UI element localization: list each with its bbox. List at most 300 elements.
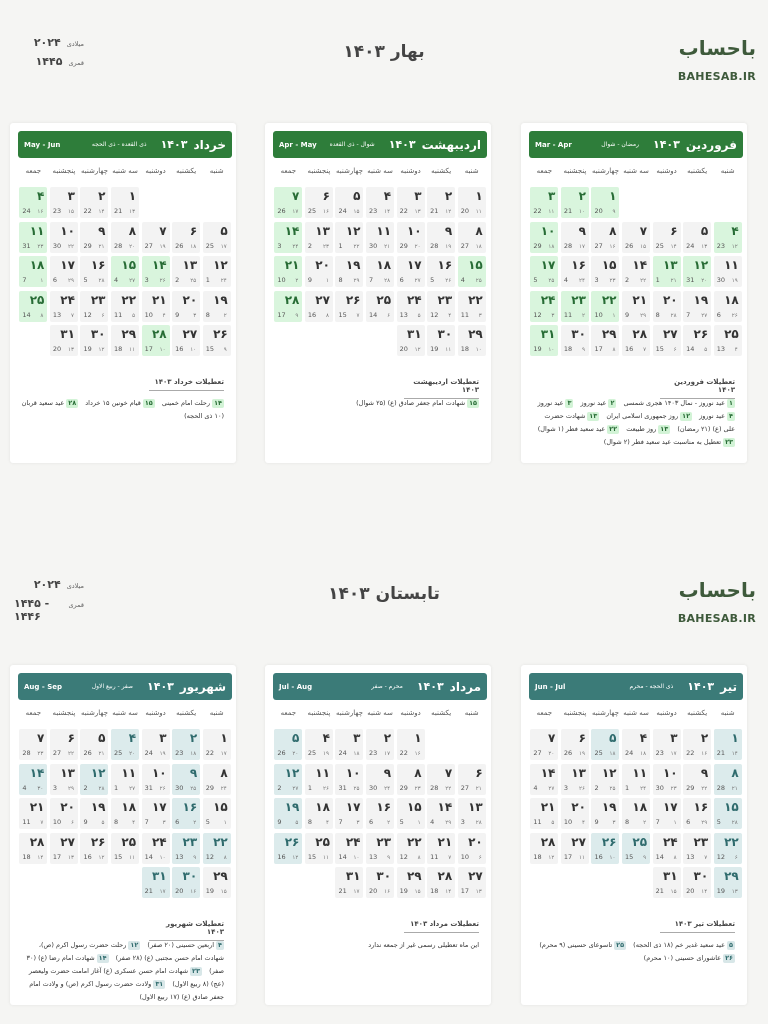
persian-day: ۲۷	[315, 292, 330, 307]
persian-day: ۱۱	[376, 223, 392, 238]
day-cell[interactable]	[561, 798, 589, 829]
day-cell[interactable]	[80, 291, 108, 322]
qamari-day: ۹	[223, 347, 227, 353]
day-cell[interactable]	[111, 291, 139, 322]
persian-day: ۵	[220, 223, 228, 238]
day-cell[interactable]	[80, 187, 108, 218]
gregorian-day: 7	[369, 276, 374, 284]
day-cell[interactable]	[111, 325, 139, 356]
holiday-day-cell[interactable]	[458, 256, 486, 287]
day-cell[interactable]	[203, 291, 231, 322]
day-cell[interactable]	[366, 798, 394, 829]
persian-day: ۱۰	[151, 765, 167, 780]
qamari-day: ۲۶	[159, 785, 166, 792]
qamari-day: ۱۱	[129, 854, 136, 861]
holidays-title: تعطیلات شهریور ۱۴۰۳	[149, 920, 224, 941]
holiday-day-cell[interactable]	[111, 729, 139, 760]
gregorian-day: 4	[430, 818, 435, 826]
holiday-day-cell[interactable]	[172, 729, 200, 760]
persian-day: ۱۶	[437, 258, 453, 272]
day-cell[interactable]	[80, 833, 108, 864]
day-cell[interactable]	[397, 833, 425, 864]
holiday-day-cell[interactable]	[274, 729, 302, 760]
day-cell[interactable]	[366, 764, 394, 795]
day-cell[interactable]	[335, 764, 363, 795]
persian-day: ۱۶	[376, 800, 392, 814]
qamari-day: ۲۴	[292, 243, 299, 250]
day-cell[interactable]	[397, 187, 425, 218]
holiday-day-cell[interactable]	[530, 325, 558, 356]
gregorian-day: 7	[338, 818, 343, 826]
day-cell[interactable]	[366, 222, 394, 253]
day-cell[interactable]	[653, 867, 681, 898]
holiday-text: عید سعید قربان (۱۰ ذی الحجه)	[21, 399, 224, 420]
day-cell[interactable]	[203, 325, 231, 356]
persian-day: ۲۷	[662, 327, 678, 341]
day-cell[interactable]	[683, 833, 711, 864]
day-cell[interactable]	[111, 187, 139, 218]
qamari-day: ۱	[40, 278, 44, 284]
day-cell[interactable]	[683, 325, 711, 356]
holiday-day-cell[interactable]	[561, 187, 589, 218]
day-cell[interactable]	[50, 187, 78, 218]
gregorian-day: 10	[277, 276, 286, 284]
holiday-day-cell[interactable]	[274, 256, 302, 287]
day-cell[interactable]	[335, 867, 363, 898]
gregorian-day: 2	[175, 276, 180, 284]
empty-cell	[714, 187, 742, 218]
gregorian-day: 5	[430, 276, 435, 284]
persian-day: ۱۳	[60, 765, 75, 780]
qamari-day: ۲۹	[445, 820, 452, 826]
day-cell[interactable]	[172, 325, 200, 356]
day-cell[interactable]	[591, 764, 619, 795]
day-cell[interactable]	[50, 764, 78, 795]
day-cell[interactable]	[591, 256, 619, 287]
day-cell[interactable]	[622, 222, 650, 253]
day-cell[interactable]	[397, 222, 425, 253]
holiday-day-cell[interactable]	[561, 291, 589, 322]
holiday-day-cell[interactable]	[172, 833, 200, 864]
persian-day: ۲۲	[213, 834, 228, 849]
day-cell[interactable]	[111, 798, 139, 829]
day-cell[interactable]	[335, 291, 363, 322]
day-cell[interactable]	[530, 833, 558, 864]
day-cell[interactable]	[458, 325, 486, 356]
qamari-day: ۷	[643, 347, 647, 353]
day-cell[interactable]	[50, 833, 78, 864]
day-cell[interactable]	[80, 325, 108, 356]
qamari-day: ۲۷	[129, 785, 136, 792]
holiday-day-cell[interactable]	[274, 291, 302, 322]
day-cell[interactable]	[397, 291, 425, 322]
gregorian-day: 10	[460, 852, 469, 861]
persian-day: ۲۳	[376, 834, 392, 849]
day-cell[interactable]	[458, 798, 486, 829]
day-cell[interactable]	[335, 833, 363, 864]
gregorian-day: 1	[625, 783, 630, 792]
gregorian-day: 7	[655, 818, 660, 826]
qamari-day: ۱۳	[129, 209, 136, 215]
day-cell[interactable]	[561, 325, 589, 356]
persian-day: ۳۱	[151, 869, 167, 883]
qamari-day: ۲۵	[190, 785, 197, 792]
day-cell[interactable]	[561, 833, 589, 864]
day-cell[interactable]	[142, 291, 170, 322]
day-cell[interactable]	[142, 222, 170, 253]
day-cell[interactable]	[80, 798, 108, 829]
day-cell[interactable]	[561, 729, 589, 760]
day-cell[interactable]	[335, 222, 363, 253]
day-cell[interactable]	[172, 256, 200, 287]
holiday-day-badge: ۲۲	[609, 425, 618, 433]
qamari-day: ۱۳	[414, 209, 421, 215]
day-cell[interactable]	[305, 187, 333, 218]
gregorian-day: 7	[144, 818, 149, 826]
holiday-day-cell[interactable]	[591, 187, 619, 218]
day-cell[interactable]	[653, 222, 681, 253]
day-cell[interactable]	[142, 764, 170, 795]
qamari-day: ۱۱	[475, 209, 482, 215]
gregorian-day: 19	[399, 887, 408, 895]
holiday-day-cell[interactable]	[172, 798, 200, 829]
day-cell[interactable]	[203, 798, 231, 829]
day-cell[interactable]	[397, 798, 425, 829]
holiday-day-cell[interactable]	[19, 222, 47, 253]
holiday-day-cell[interactable]	[714, 729, 742, 760]
persian-day: ۵	[700, 223, 709, 238]
day-cell[interactable]	[622, 798, 650, 829]
day-cell[interactable]	[683, 798, 711, 829]
day-cell[interactable]	[714, 291, 742, 322]
day-cell[interactable]	[142, 729, 170, 760]
holiday-day-cell[interactable]	[80, 764, 108, 795]
day-cell[interactable]	[622, 729, 650, 760]
holiday-day-cell[interactable]	[591, 291, 619, 322]
day-cell[interactable]	[653, 325, 681, 356]
persian-day: ۱۱	[724, 258, 739, 272]
day-cell[interactable]	[591, 325, 619, 356]
year-label: قمری	[68, 601, 84, 609]
day-cell[interactable]	[305, 256, 333, 287]
qamari-range: ذی الحجه - محرم	[629, 683, 674, 690]
gregorian-day: 20	[460, 207, 469, 215]
holiday-day-cell[interactable]	[591, 729, 619, 760]
day-cell[interactable]	[366, 867, 394, 898]
persian-day: ۲۸	[540, 834, 556, 849]
holiday-day-cell[interactable]	[530, 222, 558, 253]
day-cell[interactable]	[458, 867, 486, 898]
day-cell[interactable]	[142, 798, 170, 829]
holiday-day-cell[interactable]	[530, 187, 558, 218]
day-cell[interactable]	[622, 325, 650, 356]
day-cell[interactable]	[335, 187, 363, 218]
day-cell[interactable]	[172, 291, 200, 322]
weekday-label: چهارشنبه	[81, 709, 108, 717]
holiday-day-cell[interactable]	[714, 867, 742, 898]
persian-day: ۳	[159, 731, 167, 745]
day-cell[interactable]	[653, 291, 681, 322]
day-cell[interactable]	[622, 291, 650, 322]
day-cell[interactable]	[622, 764, 650, 795]
gregorian-day: 31	[22, 241, 31, 250]
holiday-item	[581, 399, 617, 407]
day-cell[interactable]	[683, 729, 711, 760]
day-cell[interactable]	[530, 764, 558, 795]
qamari-day: ۱۷	[353, 889, 360, 895]
day-cell[interactable]	[19, 833, 47, 864]
day-cell[interactable]	[458, 764, 486, 795]
holiday-day-cell[interactable]	[142, 867, 170, 898]
day-cell[interactable]	[366, 291, 394, 322]
qamari-day: ۱۷	[159, 889, 166, 895]
day-cell[interactable]	[203, 256, 231, 287]
day-cell[interactable]	[80, 256, 108, 287]
gregorian-day: 28	[563, 241, 573, 250]
persian-day: ۱۴	[632, 258, 648, 272]
holiday-day-cell[interactable]	[172, 867, 200, 898]
qamari-day: ۱۱	[129, 347, 136, 353]
day-cell[interactable]	[172, 222, 200, 253]
day-cell[interactable]	[561, 256, 589, 287]
weekday-header	[529, 709, 743, 717]
day-cell[interactable]	[458, 833, 486, 864]
qamari-day: ۱۱	[445, 347, 452, 353]
holiday-day-cell[interactable]	[653, 256, 681, 287]
day-cell[interactable]	[335, 798, 363, 829]
day-cell[interactable]	[80, 729, 108, 760]
holiday-day-cell[interactable]	[274, 798, 302, 829]
gregorian-day: 19	[430, 345, 439, 353]
holiday-day-cell[interactable]	[172, 764, 200, 795]
day-cell[interactable]	[683, 764, 711, 795]
holiday-day-cell[interactable]	[142, 256, 170, 287]
weekday-label: پنجشنبه	[563, 709, 587, 717]
persian-day: ۱۷	[151, 800, 167, 814]
day-cell[interactable]	[366, 729, 394, 760]
persian-day: ۲۹	[468, 327, 483, 341]
persian-day: ۲۲	[724, 834, 739, 849]
day-cell[interactable]	[203, 764, 231, 795]
day-cell[interactable]	[458, 291, 486, 322]
holiday-day-cell[interactable]	[203, 833, 231, 864]
day-cell[interactable]	[714, 325, 742, 356]
holiday-day-cell[interactable]	[714, 798, 742, 829]
persian-day: ۱۶	[182, 800, 198, 814]
day-cell[interactable]	[397, 867, 425, 898]
qamari-day: ۲۰	[701, 278, 708, 284]
gregorian-day: 24	[686, 241, 695, 250]
day-cell[interactable]	[305, 222, 333, 253]
day-cell[interactable]	[591, 222, 619, 253]
persian-day: ۱۸	[121, 800, 137, 814]
qamari-day: ۲۶	[578, 785, 585, 792]
qamari-day: ۸	[417, 854, 421, 861]
day-cell[interactable]	[683, 291, 711, 322]
persian-day: ۲۴	[345, 834, 361, 849]
persian-day: ۱۲	[601, 765, 617, 780]
qamari-day: ۱	[223, 820, 227, 826]
day-cell[interactable]	[561, 764, 589, 795]
day-cell[interactable]	[335, 729, 363, 760]
gregorian-day: 29	[533, 241, 542, 250]
holiday-day-cell[interactable]	[111, 256, 139, 287]
qamari-day: ۲۲	[67, 243, 74, 250]
day-cell[interactable]	[50, 729, 78, 760]
persian-day: ۳۱	[60, 327, 75, 341]
holiday-text: ولادت حضرت رسول اکرم (ص) و ولادت امام جعفر صادق (ع) (۱۷ ربیع الاول)	[29, 980, 224, 1001]
holiday-text: عید سعید فطر (۱ شوال)	[537, 425, 606, 433]
day-cell[interactable]	[714, 256, 742, 287]
day-cell[interactable]	[397, 256, 425, 287]
day-cell[interactable]	[50, 256, 78, 287]
day-cell[interactable]	[203, 222, 231, 253]
day-cell[interactable]	[427, 325, 455, 356]
holiday-day-cell[interactable]	[19, 256, 47, 287]
day-cell[interactable]	[530, 798, 558, 829]
gregorian-day: 13	[686, 852, 695, 861]
persian-day: ۱۳	[182, 258, 198, 272]
weekday-label: جمعه	[280, 709, 297, 717]
day-cell[interactable]	[427, 867, 455, 898]
qamari-day: ۲۴	[640, 785, 647, 792]
day-cell[interactable]	[111, 833, 139, 864]
holiday-day-cell[interactable]	[530, 291, 558, 322]
month-year: ۱۴۰۳	[652, 138, 680, 151]
day-cell[interactable]	[683, 867, 711, 898]
persian-day: ۱۱	[315, 765, 330, 780]
day-cell[interactable]	[683, 222, 711, 253]
day-cell[interactable]	[427, 798, 455, 829]
holiday-day-cell[interactable]	[683, 256, 711, 287]
day-cell[interactable]	[366, 833, 394, 864]
day-cell[interactable]	[50, 291, 78, 322]
gregorian-day: 10	[144, 310, 153, 319]
day-cell[interactable]	[397, 325, 425, 356]
day-cell[interactable]	[427, 222, 455, 253]
holiday-text: عید نوروز - نمال ۱۴۰۳ هجری شمسی	[623, 399, 726, 407]
persian-day: ۱	[609, 189, 617, 203]
day-cell[interactable]	[366, 256, 394, 287]
weekday-label: شنبه	[720, 167, 735, 175]
qamari-day: ۱۵	[220, 889, 227, 895]
gregorian-range: Apr - May	[279, 140, 317, 149]
day-cell[interactable]	[142, 833, 170, 864]
day-cell[interactable]	[80, 222, 108, 253]
day-cell[interactable]	[305, 729, 333, 760]
day-cell[interactable]	[653, 729, 681, 760]
holiday-day-cell[interactable]	[274, 833, 302, 864]
holiday-day-badge: ۵	[729, 941, 733, 949]
gregorian-day: 27	[460, 783, 469, 792]
persian-day: ۲۳	[90, 292, 106, 307]
holiday-day-cell[interactable]	[714, 764, 742, 795]
day-cell[interactable]	[458, 187, 486, 218]
day-cell[interactable]	[50, 222, 78, 253]
holiday-day-cell[interactable]	[142, 325, 170, 356]
persian-day: ۳۰	[376, 869, 392, 883]
day-cell[interactable]	[111, 222, 139, 253]
day-cell[interactable]	[427, 187, 455, 218]
day-cell[interactable]	[561, 222, 589, 253]
day-cell[interactable]	[111, 764, 139, 795]
day-cell[interactable]	[305, 764, 333, 795]
day-cell[interactable]	[622, 256, 650, 287]
qamari-day: ۶	[673, 347, 677, 353]
weekday-label: جمعه	[280, 167, 297, 175]
day-cell[interactable]	[335, 256, 363, 287]
gregorian-day: 2	[307, 241, 313, 250]
qamari-day: ۱۳	[475, 889, 482, 895]
day-cell[interactable]	[305, 291, 333, 322]
holiday-day-cell[interactable]	[19, 187, 47, 218]
weekday-label: دوشنبه	[656, 167, 677, 175]
holiday-day-cell[interactable]	[714, 222, 742, 253]
persian-day: ۳۱	[406, 327, 422, 341]
persian-day: ۱۲	[693, 258, 709, 272]
day-cell[interactable]	[427, 291, 455, 322]
day-cell[interactable]	[427, 764, 455, 795]
qamari-day: ۱۶	[384, 889, 391, 895]
gregorian-day: 10	[563, 818, 573, 826]
day-cell[interactable]	[427, 833, 455, 864]
holiday-day-cell[interactable]	[274, 187, 302, 218]
holiday-day-badge: ۱۳	[660, 425, 669, 433]
day-cell[interactable]	[203, 867, 231, 898]
qamari-day: ۲	[643, 820, 647, 826]
empty-cell	[683, 187, 711, 218]
day-cell[interactable]	[427, 256, 455, 287]
day-cell[interactable]	[19, 729, 47, 760]
gregorian-day: 6	[686, 818, 691, 826]
qamari-day: ۲۸	[98, 785, 105, 792]
day-cell[interactable]	[458, 222, 486, 253]
day-cell[interactable]	[397, 729, 425, 760]
persian-day: ۵	[292, 731, 300, 745]
holiday-day-cell[interactable]	[530, 256, 558, 287]
day-cell[interactable]	[653, 764, 681, 795]
holiday-day-cell[interactable]	[19, 291, 47, 322]
holiday-day-cell[interactable]	[714, 833, 742, 864]
day-cell[interactable]	[653, 833, 681, 864]
gregorian-day: 28	[114, 241, 123, 250]
holiday-day-cell[interactable]	[274, 222, 302, 253]
holiday-day-cell[interactable]	[19, 764, 47, 795]
persian-day: ۱۶	[90, 258, 106, 272]
day-cell[interactable]	[397, 764, 425, 795]
weekday-header	[273, 167, 487, 175]
holiday-day-cell[interactable]	[622, 833, 650, 864]
persian-day: ۸	[414, 765, 422, 780]
day-cell[interactable]	[305, 833, 333, 864]
day-cell[interactable]	[530, 729, 558, 760]
qamari-day: ۳۰	[37, 785, 44, 792]
day-cell[interactable]	[50, 798, 78, 829]
holiday-item	[633, 941, 735, 949]
day-cell[interactable]	[653, 798, 681, 829]
day-cell[interactable]	[50, 325, 78, 356]
day-cell[interactable]	[203, 729, 231, 760]
gregorian-day: 18	[563, 345, 573, 353]
qamari-day: ۱۶	[322, 209, 329, 215]
holiday-day-cell[interactable]	[274, 764, 302, 795]
holiday-item	[85, 399, 155, 407]
holiday-day-cell[interactable]	[591, 833, 619, 864]
day-cell[interactable]	[366, 187, 394, 218]
day-cell[interactable]	[591, 798, 619, 829]
day-cell[interactable]	[305, 798, 333, 829]
day-cell[interactable]	[19, 798, 47, 829]
